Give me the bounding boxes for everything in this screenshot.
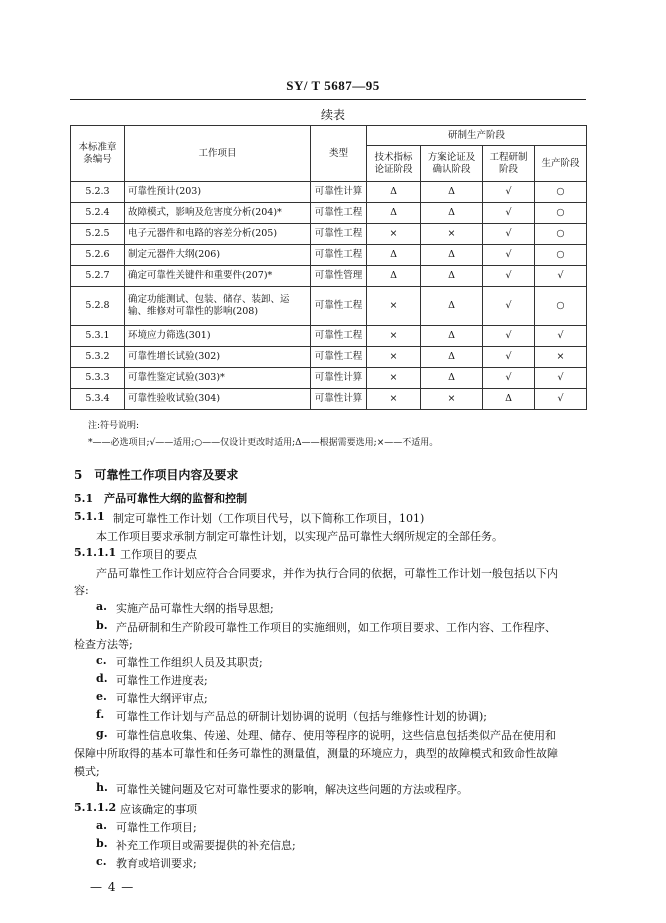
col-header-clause: 本标准章条编号 — [71, 126, 125, 182]
clause-number: 5.2.8 — [71, 287, 125, 326]
list-label: f. — [96, 708, 105, 721]
phase-symbol: Δ — [483, 389, 535, 410]
list-item: 产品研制和生产阶段可靠性工作项目的实施细则，如工作项目要求、工作内容、工作程序、 — [116, 621, 556, 634]
clause-text-5-1-1: 制定可靠性工作计划（工作项目代号，以下简称工作项目，101) — [113, 512, 425, 525]
list-label: c. — [96, 855, 107, 868]
standard-code-header: SY/ T 5687—95 — [286, 78, 380, 93]
list-label: a. — [96, 600, 107, 613]
list-item-continued: 模式; — [74, 765, 100, 778]
clause-number: 5.2.7 — [71, 266, 125, 287]
phase-symbol: Δ — [421, 368, 483, 389]
clause-text-5-1-1-1: 工作项目的要点 — [120, 548, 197, 561]
paragraph: 产品可靠性工作计划应符合合同要求，并作为执行合同的依据，可靠性工作计划一般包括以下内 — [96, 567, 558, 580]
list-label: b. — [96, 619, 108, 632]
phase-symbol: √ — [535, 326, 587, 347]
phase-symbol: Δ — [367, 182, 421, 203]
phase-symbol: Δ — [421, 245, 483, 266]
phase-symbol: × — [367, 389, 421, 410]
phase-symbol: √ — [535, 389, 587, 410]
work-item-name: 可靠性增长试验(302) — [125, 347, 311, 368]
clause-number: 5.2.6 — [71, 245, 125, 266]
work-item-name: 确定可靠性关键件和重要件(207)* — [125, 266, 311, 287]
work-item-type: 可靠性工程 — [311, 347, 367, 368]
phase-symbol: √ — [483, 182, 535, 203]
phase-symbol: Δ — [421, 326, 483, 347]
phase-symbol: × — [367, 224, 421, 245]
work-item-name: 制定元器件大纲(206) — [125, 245, 311, 266]
col-header-phase-4: 生产阶段 — [535, 146, 587, 182]
table-row — [71, 347, 587, 368]
phase-symbol: × — [367, 326, 421, 347]
section-heading-5: 5 可靠性工作项目内容及要求 — [74, 468, 239, 482]
col-header-item: 工作项目 — [125, 126, 311, 182]
continuation-label: 续表 — [320, 108, 345, 122]
phase-symbol: √ — [535, 266, 587, 287]
col-header-phase-group: 研制生产阶段 — [367, 126, 587, 146]
phase-symbol: Δ — [367, 266, 421, 287]
phase-symbol: × — [535, 347, 587, 368]
phase-symbol: × — [421, 389, 483, 410]
work-item-table — [70, 125, 587, 410]
phase-symbol: √ — [483, 347, 535, 368]
work-item-type: 可靠性工程 — [311, 224, 367, 245]
work-item-type: 可靠性计算 — [311, 368, 367, 389]
work-item-type: 可靠性计算 — [311, 182, 367, 203]
phase-symbol: √ — [483, 224, 535, 245]
phase-symbol: ○ — [535, 203, 587, 224]
list-label: c. — [96, 654, 107, 667]
phase-symbol: √ — [483, 203, 535, 224]
work-item-name: 电子元器件和电路的容差分析(205) — [125, 224, 311, 245]
phase-symbol: Δ — [421, 203, 483, 224]
phase-symbol: Δ — [367, 203, 421, 224]
list-item-continued: 保障中所取得的基本可靠性和任务可靠性的测量值，测量的环境应力，典型的故障模式和致命性故障 — [74, 747, 558, 760]
phase-symbol: Δ — [421, 182, 483, 203]
list-item: 可靠性关键问题及它对可靠性要求的影响，解决这些问题的方法或程序。 — [116, 783, 468, 796]
table-row — [71, 266, 587, 287]
clause-number: 5.3.3 — [71, 368, 125, 389]
clause-number-5-1-1-2: 5.1.1.2 — [74, 801, 117, 814]
clause-number: 5.2.5 — [71, 224, 125, 245]
list-item-continued: 检查方法等; — [74, 638, 133, 651]
work-item-name: 可靠性鉴定试验(303)* — [125, 368, 311, 389]
list-label: a. — [96, 819, 107, 832]
list-label: e. — [96, 690, 107, 703]
section-heading-5-1: 5.1 产品可靠性大纲的监督和控制 — [74, 492, 248, 505]
phase-symbol: Δ — [421, 287, 483, 326]
list-item: 可靠性工作进度表; — [116, 674, 208, 687]
page-number: — 4 — — [90, 880, 135, 894]
work-item-type: 可靠性管理 — [311, 266, 367, 287]
col-header-phase-3: 工程研制阶段 — [483, 146, 535, 182]
list-item: 可靠性工作计划与产品总的研制计划协调的说明（包括与维修性计划的协调); — [116, 710, 487, 723]
list-label: g. — [96, 727, 108, 740]
table-row — [71, 326, 587, 347]
phase-symbol: √ — [483, 266, 535, 287]
phase-symbol: ○ — [535, 287, 587, 326]
work-item-name: 确定功能测试、包装、储存、装卸、运输、维修对可靠性的影响(208) — [125, 287, 311, 326]
phase-symbol: ○ — [535, 182, 587, 203]
phase-symbol: √ — [483, 326, 535, 347]
paragraph: 容: — [74, 584, 89, 597]
list-label: b. — [96, 837, 108, 850]
col-header-phase-2: 方案论证及确认阶段 — [421, 146, 483, 182]
clause-number: 5.3.4 — [71, 389, 125, 410]
clause-number: 5.3.2 — [71, 347, 125, 368]
col-header-type: 类型 — [311, 126, 367, 182]
clause-number: 5.2.3 — [71, 182, 125, 203]
phase-symbol: × — [367, 347, 421, 368]
list-item: 实施产品可靠性大纲的指导思想; — [116, 602, 274, 615]
list-item: 可靠性信息收集、传递、处理、储存、使用等程序的说明，这些信息包括类似产品在使用和 — [116, 729, 556, 742]
phase-symbol: ○ — [535, 224, 587, 245]
header-rule — [70, 99, 586, 100]
table-row — [71, 287, 587, 326]
phase-symbol: √ — [535, 368, 587, 389]
phase-symbol: √ — [483, 245, 535, 266]
phase-symbol: Δ — [367, 245, 421, 266]
list-label: d. — [96, 672, 108, 685]
table-row — [71, 224, 587, 245]
list-item: 教育或培训要求; — [116, 857, 197, 870]
clause-number-5-1-1-1: 5.1.1.1 — [74, 546, 117, 559]
phase-symbol: × — [367, 287, 421, 326]
work-item-type: 可靠性工程 — [311, 203, 367, 224]
table-row — [71, 182, 587, 203]
phase-symbol: ○ — [535, 245, 587, 266]
table-row — [71, 245, 587, 266]
phase-symbol: Δ — [421, 347, 483, 368]
phase-symbol: √ — [483, 368, 535, 389]
work-item-type: 可靠性工程 — [311, 326, 367, 347]
list-item: 补充工作项目或需要提供的补充信息; — [116, 839, 296, 852]
phase-symbol: × — [421, 224, 483, 245]
table-row — [71, 389, 587, 410]
table-note-title: 注:符号说明: — [88, 421, 140, 431]
work-item-type: 可靠性工程 — [311, 287, 367, 326]
list-item: 可靠性工作项目; — [116, 821, 197, 834]
phase-symbol: × — [367, 368, 421, 389]
work-item-type: 可靠性工程 — [311, 245, 367, 266]
list-label: h. — [96, 781, 108, 794]
table-row — [71, 203, 587, 224]
phase-symbol: √ — [483, 287, 535, 326]
work-item-name: 故障模式，影响及危害度分析(204)* — [125, 203, 311, 224]
list-item: 可靠性工作组织人员及其职责; — [116, 656, 263, 669]
clause-number: 5.2.4 — [71, 203, 125, 224]
clause-text-5-1-1-2: 应该确定的事项 — [120, 803, 197, 816]
clause-number: 5.3.1 — [71, 326, 125, 347]
work-item-name: 可靠性预计(203) — [125, 182, 311, 203]
paragraph: 本工作项目要求承制方制定可靠性计划，以实现产品可靠性大纲所规定的全部任务。 — [96, 530, 503, 543]
list-item: 可靠性大纲评审点; — [116, 692, 208, 705]
table-note-legend: *——必选项目;√——适用;○——仅设计更改时适用;Δ——根据需要选用;×——不适用。 — [88, 438, 439, 448]
col-header-phase-1: 技术指标论证阶段 — [367, 146, 421, 182]
clause-number-5-1-1: 5.1.1 — [74, 510, 105, 523]
phase-symbol: Δ — [421, 266, 483, 287]
table-row — [71, 368, 587, 389]
work-item-name: 环境应力筛选(301) — [125, 326, 311, 347]
work-item-type: 可靠性计算 — [311, 389, 367, 410]
work-item-name: 可靠性验收试验(304) — [125, 389, 311, 410]
